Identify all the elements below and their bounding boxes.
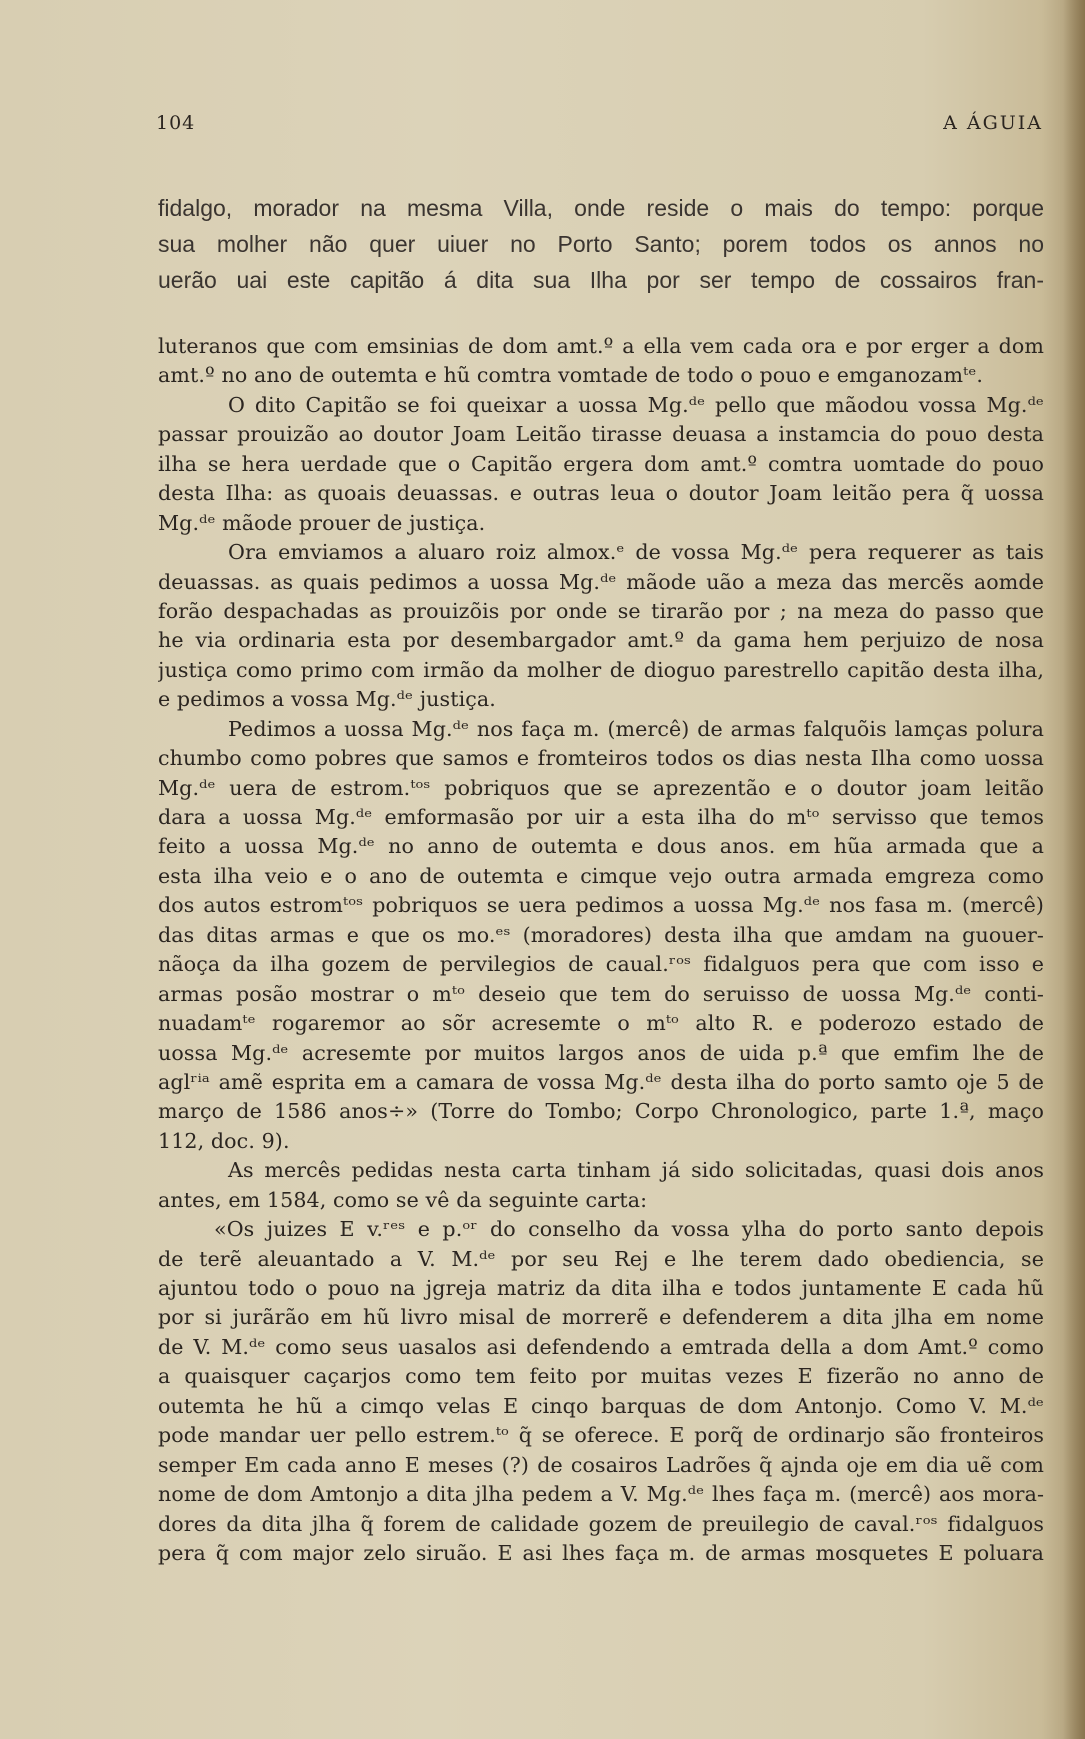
- text-line: O dito Capitão se foi queixar a uossa Mg.ᵈᵉ pello que mãodou vossa Mg.ᵈᵉ: [228, 392, 1044, 417]
- text-line: uerão uai este capitão á dita sua Ilha por ser tempo de cossairos fran-: [158, 267, 1044, 293]
- text-line: uossa Mg.ᵈᵉ acresemte por muitos largos anos de uida p.ª que emfim lhe de: [158, 1040, 1044, 1065]
- page-number: 104: [156, 112, 196, 134]
- text-line: desta Ilha: as quoais deuassas. e outras leua o doutor Joam leitão pera q̃ uossa: [158, 481, 1044, 506]
- text-line: outemta he hũ a cimqo velas E cinqo barquas de dom Antonjo. Como V. M.ᵈᵉ: [158, 1393, 1044, 1418]
- text-line: amt.º no ano de outemta e hũ comtra vomtade de todo o pouo e emganozamᵗᵉ.: [158, 363, 984, 388]
- text-line: he via ordinaria esta por desembargador amt.º da gama hem perjuizo de nosa: [158, 628, 1044, 653]
- text-line: março de 1586 anos÷» (Torre do Tombo; Corpo Chronologico, parte 1.ª, maço: [158, 1099, 1044, 1124]
- text-line: deuassas. as quais pedimos a uossa Mg.ᵈᵉ mãode uão a meza das mercẽs aomde: [158, 569, 1044, 594]
- text-line: nãoça da ilha gozem de pervilegios de caual.ʳᵒˢ fidalguos pera que com isso e: [158, 952, 1044, 977]
- text-line: Mg.ᵈᵉ mãode prouer de justiça.: [158, 510, 486, 535]
- text-line: justiça como primo com irmão da molher de dioguo parestrello capitão desta ilha,: [158, 657, 1044, 682]
- text-line: aglʳⁱᵃ amẽ esprita em a camara de vossa Mg.ᵈᵉ desta ilha do porto samto oje 5 de: [158, 1069, 1044, 1094]
- text-line: nuadamᵗᵉ rogaremor ao sõr acresemte o mᵗᵒ alto R. e poderozo estado de: [158, 1011, 1044, 1036]
- text-line: dos autos estromᵗᵒˢ pobriquos se uera pedimos a uossa Mg.ᵈᵉ nos fasa m. (mercê): [158, 893, 1044, 918]
- text-line: de terẽ aleuantado a V. M.ᵈᵉ por seu Rej e lhe terem dado obediencia, se: [158, 1246, 1044, 1271]
- text-line: luteranos que com emsinias de dom amt.º a ella vem cada ora e por erger a dom: [158, 334, 1044, 358]
- text-line: de V. M.ᵈᵉ como seus uasalos asi defendendo a emtrada della a dom Amt.º como: [158, 1334, 1044, 1359]
- paste-gap: [158, 298, 1044, 332]
- text-line: ajuntou todo o pouo na jgreja matriz da dita ilha e todos juntamente E cada hũ: [158, 1276, 1044, 1300]
- text-line: As mercês pedidas nesta carta tinham já sido solicitadas, quasi dois anos: [228, 1158, 1044, 1183]
- text-line: nome de dom Amtonjo a dita jlha pedem a V. Mg.ᵈᵉ lhes faça m. (mercê) aos mora-: [158, 1482, 1044, 1507]
- journal-title: A ÁGUIA: [943, 112, 1043, 134]
- text-line: fidalgo, morador na mesma Villa, onde reside o mais do tempo: porque: [158, 195, 1044, 221]
- running-head: [156, 112, 1043, 138]
- text-line: e pedimos a vossa Mg.ᵈᵉ justiça.: [158, 687, 496, 712]
- text-line: feito a uossa Mg.ᵈᵉ no anno de outemta e dous anos. em hũa armada que a: [158, 834, 1044, 859]
- text-line: Mg.ᵈᵉ uera de estrom.ᵗᵒˢ pobriquos que se aprezentão e o doutor joam leitão: [158, 775, 1044, 800]
- text-line: semper Em cada anno E meses (?) de cosairos Ladrões q̃ ajnda oje em dia uẽ com: [158, 1452, 1044, 1477]
- text-line: 112, doc. 9).: [158, 1128, 290, 1153]
- text-line: forão despachadas as prouizõis por onde se tirarão por ; na meza do passo que: [158, 598, 1044, 623]
- text-line: armas posão mostrar o mᵗᵒ deseio que tem do seruisso de uossa Mg.ᵈᵉ conti-: [158, 981, 1044, 1006]
- text-line: das ditas armas e que os mo.ᵉˢ (moradores) desta ilha que amdam na guouer-: [158, 922, 1044, 947]
- text-line: Pedimos a uossa Mg.ᵈᵉ nos faça m. (mercê) de armas falquõis lamças polura: [228, 716, 1044, 741]
- text-line: passar prouizão ao doutor Joam Leitão tirasse deuasa a instamcia do pouo desta: [158, 422, 1044, 447]
- text-line: esta ilha veio e o ano de outemta e cimque vejo outra armada emgreza como: [158, 863, 1044, 888]
- body-text: [158, 190, 1044, 1568]
- text-line: pera q̃ com major zelo siruão. E asi lhes faça m. de armas mosquetes E poluara: [158, 1540, 1044, 1565]
- text-line: sua molher não quer uiuer no Porto Santo; porem todos os annos no: [158, 231, 1044, 257]
- text-line: «Os juizes E v.ʳᵉˢ e p.ᵒʳ do conselho da vossa ylha do porto santo depois: [214, 1217, 1044, 1242]
- text-line: dores da dita jlha q̃ forem de calidade gozem de preuilegio de caval.ʳᵒˢ fidalguos: [158, 1511, 1044, 1536]
- text-line: ilha se hera uerdade que o Capitão ergera dom amt.º comtra uomtade do pouo: [158, 451, 1044, 476]
- text-line: Ora emviamos a aluaro roiz almox.ᵉ de vossa Mg.ᵈᵉ pera requerer as tais: [228, 540, 1044, 565]
- text-line: dara a uossa Mg.ᵈᵉ emformasão por uir a esta ilha do mᵗᵒ servisso que temos: [158, 805, 1044, 829]
- page-edge-shadow: [1063, 0, 1085, 1739]
- text-line: pode mandar uer pello estrem.ᵗᵒ q̃ se oferece. E porq̃ de ordinarjo são fronteiros: [158, 1423, 1044, 1448]
- text-line: por si jurãrão em hũ livro misal de morrerẽ e defenderem a dita jlha em nome: [158, 1305, 1044, 1330]
- text-line: a quaisquer caçarjos como tem feito por muitas vezes E fizerão no anno de: [158, 1364, 1044, 1389]
- text-line: chumbo como pobres que samos e fromteiros todos os dias nesta Ilha como uossa: [158, 746, 1044, 771]
- text-line: antes, em 1584, como se vê da seguinte carta:: [158, 1187, 648, 1212]
